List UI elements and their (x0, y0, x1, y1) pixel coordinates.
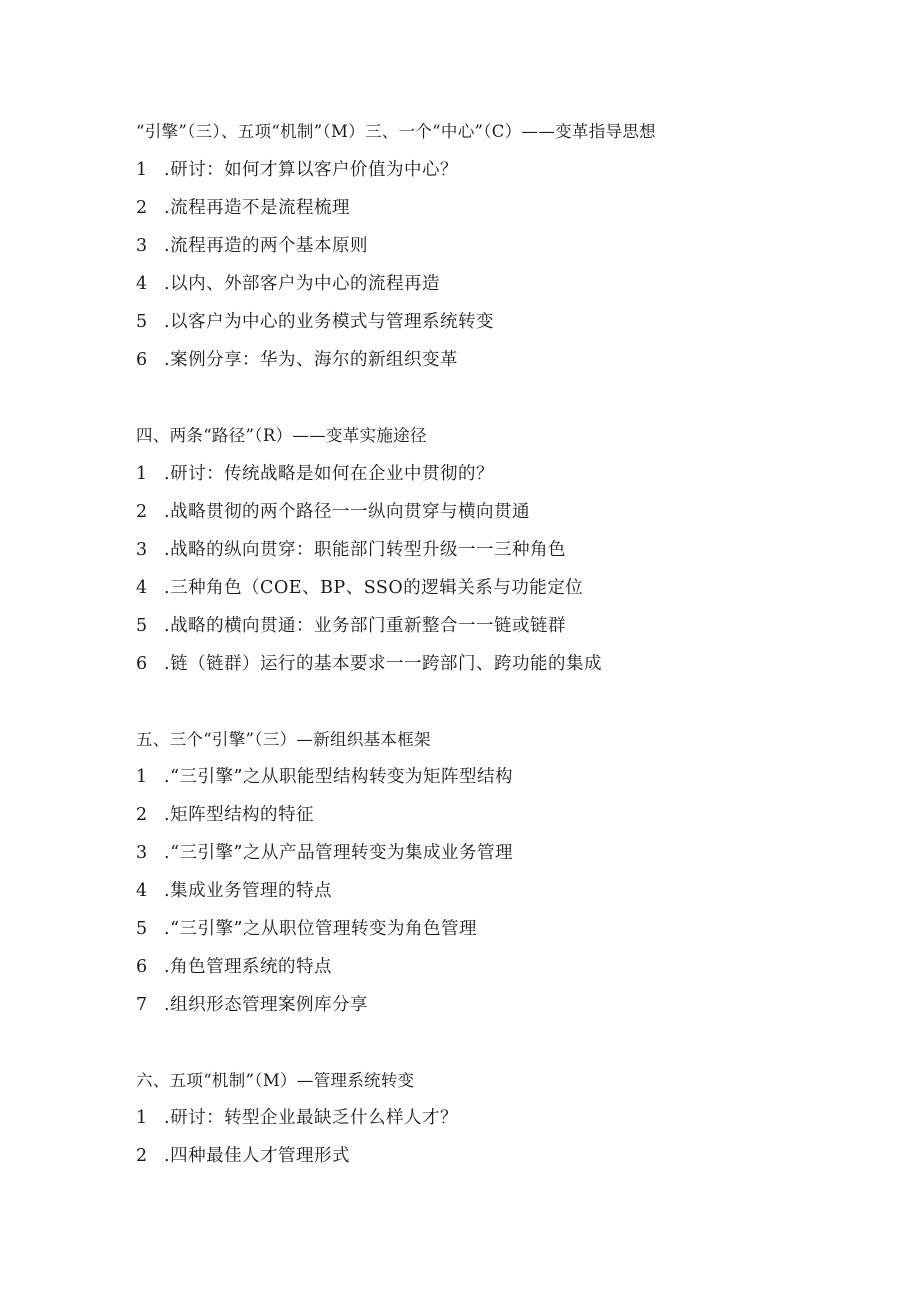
item-number: 3 (136, 540, 148, 560)
section-heading: “引擎”（三）、五项“机制”（M）三、一个“中心”（C）——变革指导思想 (136, 122, 656, 141)
item-text: .“三引擎”之从职位管理转变为角色管理 (164, 919, 477, 939)
item-number: 2 (136, 1146, 148, 1166)
item-text: .战略的横向贯通：业务部门重新整合一一链或链群 (164, 616, 567, 636)
list-item (136, 614, 566, 638)
item-number: 4 (136, 274, 148, 294)
item-text: .四种最佳人才管理形式 (164, 1146, 351, 1166)
item-text: .战略的纵向贯穿：职能部门转型升级一一三种角色 (164, 540, 567, 560)
item-text: .三种角色（COE、BP、SSO的逻辑关系与功能定位 (164, 578, 584, 598)
list-item (136, 993, 368, 1017)
item-number: 4 (136, 578, 148, 598)
list-item (136, 576, 583, 600)
list-item (136, 310, 494, 334)
item-number: 5 (136, 312, 148, 332)
item-number: 6 (136, 957, 148, 977)
item-text: .研讨：如何才算以客户价值为中心？ (164, 160, 459, 180)
list-item (136, 158, 458, 182)
item-number: 1 (136, 1108, 148, 1128)
item-number: 4 (136, 881, 148, 901)
list-item (136, 538, 566, 562)
item-number: 2 (136, 198, 148, 218)
list-item (136, 1144, 350, 1168)
item-text: .集成业务管理的特点 (164, 881, 333, 901)
item-number: 3 (136, 236, 148, 256)
section-heading: 六、五项“机制”（M）—管理系统转变 (136, 1071, 415, 1090)
list-item (136, 652, 602, 676)
section-heading: 五、三个“引擎”（三）—新组织基本框架 (136, 730, 431, 749)
item-number: 1 (136, 464, 148, 484)
section-heading: 四、两条“路径”（R）——变革实施途径 (136, 426, 427, 445)
item-text: .流程再造不是流程梳理 (164, 198, 351, 218)
list-item (136, 765, 513, 789)
item-text: .角色管理系统的特点 (164, 957, 333, 977)
item-text: .流程再造的两个基本原则 (164, 236, 369, 256)
list-item (136, 348, 458, 372)
list-item (136, 234, 368, 258)
list-item (136, 196, 350, 220)
item-text: .研讨：转型企业最缺乏什么样人才？ (164, 1108, 459, 1128)
item-number: 3 (136, 843, 148, 863)
item-text: .以客户为中心的业务模式与管理系统转变 (164, 312, 495, 332)
item-number: 6 (136, 350, 148, 370)
item-number: 5 (136, 616, 148, 636)
list-item (136, 272, 440, 296)
item-number: 2 (136, 805, 148, 825)
list-item (136, 462, 494, 486)
list-item (136, 1106, 458, 1130)
item-number: 5 (136, 919, 148, 939)
list-item (136, 955, 332, 979)
item-text: .“三引擎”之从产品管理转变为集成业务管理 (164, 843, 513, 863)
item-number: 6 (136, 654, 148, 674)
item-text: .矩阵型结构的特征 (164, 805, 315, 825)
item-number: 2 (136, 502, 148, 522)
list-item (136, 803, 314, 827)
list-item (136, 500, 530, 524)
item-number: 1 (136, 160, 148, 180)
item-text: .链（链群）运行的基本要求一一跨部门、跨功能的集成 (164, 654, 603, 674)
list-item (136, 879, 332, 903)
item-text: .战略贯彻的两个路径一一纵向贯穿与横向贯通 (164, 502, 531, 522)
item-number: 7 (136, 995, 148, 1015)
item-text: .以内、外部客户为中心的流程再造 (164, 274, 441, 294)
list-item (136, 841, 513, 865)
item-number: 1 (136, 767, 148, 787)
list-item (136, 917, 477, 941)
item-text: .“三引擎”之从职能型结构转变为矩阵型结构 (164, 767, 513, 787)
item-text: .组织形态管理案例库分享 (164, 995, 369, 1015)
item-text: .研讨：传统战略是如何在企业中贯彻的？ (164, 464, 495, 484)
item-text: .案例分享：华为、海尔的新组织变革 (164, 350, 459, 370)
